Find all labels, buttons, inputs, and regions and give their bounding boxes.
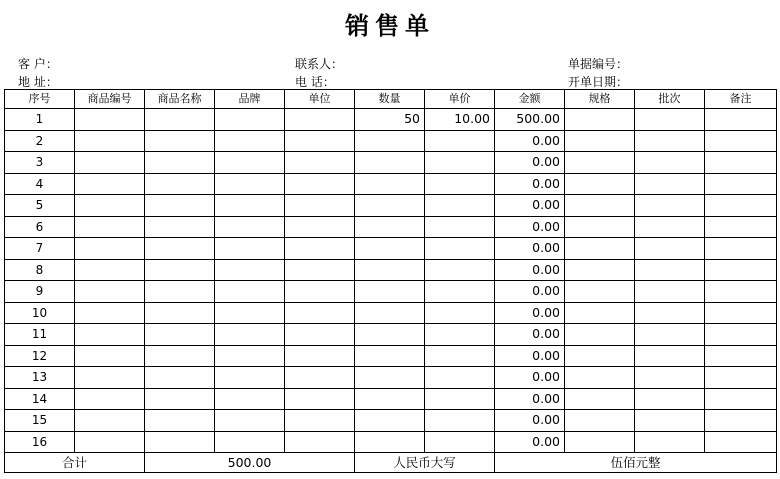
cell-name [145,152,215,174]
cell-spec [565,109,635,131]
table-row [5,410,777,432]
cell-note [705,259,777,281]
cell-seq: 13 [5,367,75,389]
contact-label: 联系人： [295,57,344,71]
cell-price [425,345,495,367]
cell-qty [355,302,425,324]
cell-name [145,302,215,324]
cell-code [75,173,145,195]
cell-unit [285,109,355,131]
cell-brand [215,345,285,367]
sales-table [4,89,777,473]
cell-brand [215,152,285,174]
cell-name [145,216,215,238]
cell-amount: 0.00 [495,388,565,410]
column-header-spec: 规格 [565,90,635,109]
cell-price [425,302,495,324]
cell-code [75,152,145,174]
cell-seq: 3 [5,152,75,174]
cell-unit [285,324,355,346]
address-label: 地 址： [18,75,58,89]
column-header-unit: 单位 [285,90,355,109]
cell-spec [565,195,635,217]
cell-price [425,259,495,281]
cell-name [145,130,215,152]
cell-name [145,281,215,303]
cell-spec [565,130,635,152]
cell-batch [635,302,705,324]
column-header-code: 商品编号 [75,90,145,109]
cell-amount: 0.00 [495,410,565,432]
cell-qty [355,281,425,303]
cell-amount: 0.00 [495,345,565,367]
column-header-name: 商品名称 [145,90,215,109]
cell-spec [565,367,635,389]
cell-name [145,259,215,281]
cell-amount: 500.00 [495,109,565,131]
cell-brand [215,109,285,131]
cell-code [75,324,145,346]
column-header-price: 单价 [425,90,495,109]
cell-brand [215,410,285,432]
table-row [5,431,777,453]
cell-spec [565,324,635,346]
cell-batch [635,367,705,389]
cell-unit [285,173,355,195]
table-row [5,324,777,346]
table-row [5,281,777,303]
phone-label: 电 话： [295,75,335,89]
cell-seq: 1 [5,109,75,131]
document-title: 销售单 [345,12,435,40]
cell-qty [355,388,425,410]
table-header-row [5,90,777,109]
table-row [5,367,777,389]
cell-qty [355,324,425,346]
cell-name [145,324,215,346]
cell-brand [215,173,285,195]
cell-price [425,431,495,453]
cell-spec [565,152,635,174]
cell-brand [215,388,285,410]
cell-note [705,367,777,389]
table-row [5,345,777,367]
cell-brand [215,238,285,260]
cell-batch [635,173,705,195]
cell-price [425,152,495,174]
doc-number-label: 单据编号： [568,57,629,71]
cell-note [705,345,777,367]
cell-name [145,410,215,432]
cell-seq: 15 [5,410,75,432]
cell-qty [355,367,425,389]
rmb-uppercase-label: 人民币大写 [355,453,495,473]
cell-code [75,431,145,453]
total-label: 合计 [5,453,145,473]
cell-seq: 14 [5,388,75,410]
cell-name [145,431,215,453]
table-row [5,216,777,238]
cell-seq: 12 [5,345,75,367]
cell-qty [355,195,425,217]
total-row [5,453,777,473]
cell-price [425,281,495,303]
cell-seq: 4 [5,173,75,195]
cell-code [75,259,145,281]
cell-code [75,238,145,260]
cell-qty: 50 [355,109,425,131]
cell-spec [565,431,635,453]
cell-note [705,130,777,152]
cell-batch [635,431,705,453]
cell-unit [285,130,355,152]
table-row [5,238,777,260]
cell-brand [215,130,285,152]
cell-price [425,238,495,260]
cell-code [75,302,145,324]
column-header-brand: 品牌 [215,90,285,109]
cell-unit [285,431,355,453]
cell-code [75,109,145,131]
rmb-uppercase-value: 伍佰元整 [495,453,777,473]
cell-note [705,302,777,324]
cell-code [75,281,145,303]
cell-code [75,216,145,238]
table-row [5,388,777,410]
table-row [5,130,777,152]
cell-spec [565,410,635,432]
cell-code [75,345,145,367]
cell-code [75,410,145,432]
column-header-note: 备注 [705,90,777,109]
table-row [5,109,777,131]
cell-spec [565,388,635,410]
cell-unit [285,367,355,389]
cell-unit [285,410,355,432]
cell-note [705,410,777,432]
cell-note [705,173,777,195]
cell-price: 10.00 [425,109,495,131]
cell-name [145,345,215,367]
cell-note [705,195,777,217]
cell-spec [565,281,635,303]
cell-unit [285,259,355,281]
cell-code [75,367,145,389]
cell-batch [635,152,705,174]
cell-amount: 0.00 [495,324,565,346]
cell-qty [355,259,425,281]
cell-batch [635,195,705,217]
cell-brand [215,216,285,238]
cell-amount: 0.00 [495,302,565,324]
cell-amount: 0.00 [495,259,565,281]
table-row [5,152,777,174]
cell-amount: 0.00 [495,367,565,389]
issue-date-label: 开单日期： [568,75,629,89]
cell-note [705,109,777,131]
cell-note [705,152,777,174]
cell-seq: 8 [5,259,75,281]
cell-brand [215,259,285,281]
cell-amount: 0.00 [495,216,565,238]
cell-amount: 0.00 [495,130,565,152]
cell-qty [355,152,425,174]
cell-unit [285,281,355,303]
cell-batch [635,216,705,238]
cell-spec [565,302,635,324]
cell-amount: 0.00 [495,173,565,195]
cell-brand [215,281,285,303]
table-row [5,259,777,281]
cell-note [705,216,777,238]
column-header-qty: 数量 [355,90,425,109]
cell-seq: 16 [5,431,75,453]
cell-batch [635,410,705,432]
cell-qty [355,130,425,152]
cell-unit [285,238,355,260]
cell-note [705,388,777,410]
cell-price [425,367,495,389]
cell-unit [285,388,355,410]
table-row [5,173,777,195]
cell-qty [355,410,425,432]
cell-seq: 11 [5,324,75,346]
cell-spec [565,345,635,367]
cell-note [705,238,777,260]
cell-seq: 2 [5,130,75,152]
cell-brand [215,367,285,389]
cell-brand [215,324,285,346]
cell-amount: 0.00 [495,281,565,303]
cell-qty [355,173,425,195]
cell-unit [285,302,355,324]
cell-seq: 7 [5,238,75,260]
cell-name [145,173,215,195]
cell-qty [355,431,425,453]
cell-price [425,388,495,410]
cell-brand [215,195,285,217]
cell-seq: 10 [5,302,75,324]
cell-qty [355,216,425,238]
cell-spec [565,238,635,260]
table-row [5,302,777,324]
cell-qty [355,345,425,367]
cell-price [425,130,495,152]
total-value: 500.00 [145,453,355,473]
cell-price [425,410,495,432]
cell-batch [635,238,705,260]
cell-price [425,173,495,195]
cell-name [145,238,215,260]
cell-price [425,324,495,346]
cell-seq: 9 [5,281,75,303]
cell-batch [635,259,705,281]
cell-qty [355,238,425,260]
cell-code [75,388,145,410]
cell-amount: 0.00 [495,152,565,174]
cell-amount: 0.00 [495,195,565,217]
cell-batch [635,281,705,303]
cell-name [145,388,215,410]
cell-unit [285,345,355,367]
table-row [5,195,777,217]
cell-spec [565,173,635,195]
cell-amount: 0.00 [495,238,565,260]
cell-name [145,109,215,131]
cell-batch [635,388,705,410]
cell-code [75,130,145,152]
cell-seq: 6 [5,216,75,238]
cell-brand [215,431,285,453]
cell-seq: 5 [5,195,75,217]
cell-price [425,216,495,238]
cell-unit [285,216,355,238]
cell-spec [565,259,635,281]
cell-unit [285,195,355,217]
cell-batch [635,324,705,346]
cell-name [145,367,215,389]
cell-batch [635,109,705,131]
cell-note [705,324,777,346]
cell-note [705,281,777,303]
column-header-seq: 序号 [5,90,75,109]
cell-brand [215,302,285,324]
cell-batch [635,345,705,367]
customer-label: 客 户： [18,57,58,71]
cell-batch [635,130,705,152]
column-header-batch: 批次 [635,90,705,109]
cell-price [425,195,495,217]
cell-code [75,195,145,217]
cell-spec [565,216,635,238]
cell-unit [285,152,355,174]
cell-note [705,431,777,453]
cell-name [145,195,215,217]
cell-amount: 0.00 [495,431,565,453]
column-header-amount: 金额 [495,90,565,109]
